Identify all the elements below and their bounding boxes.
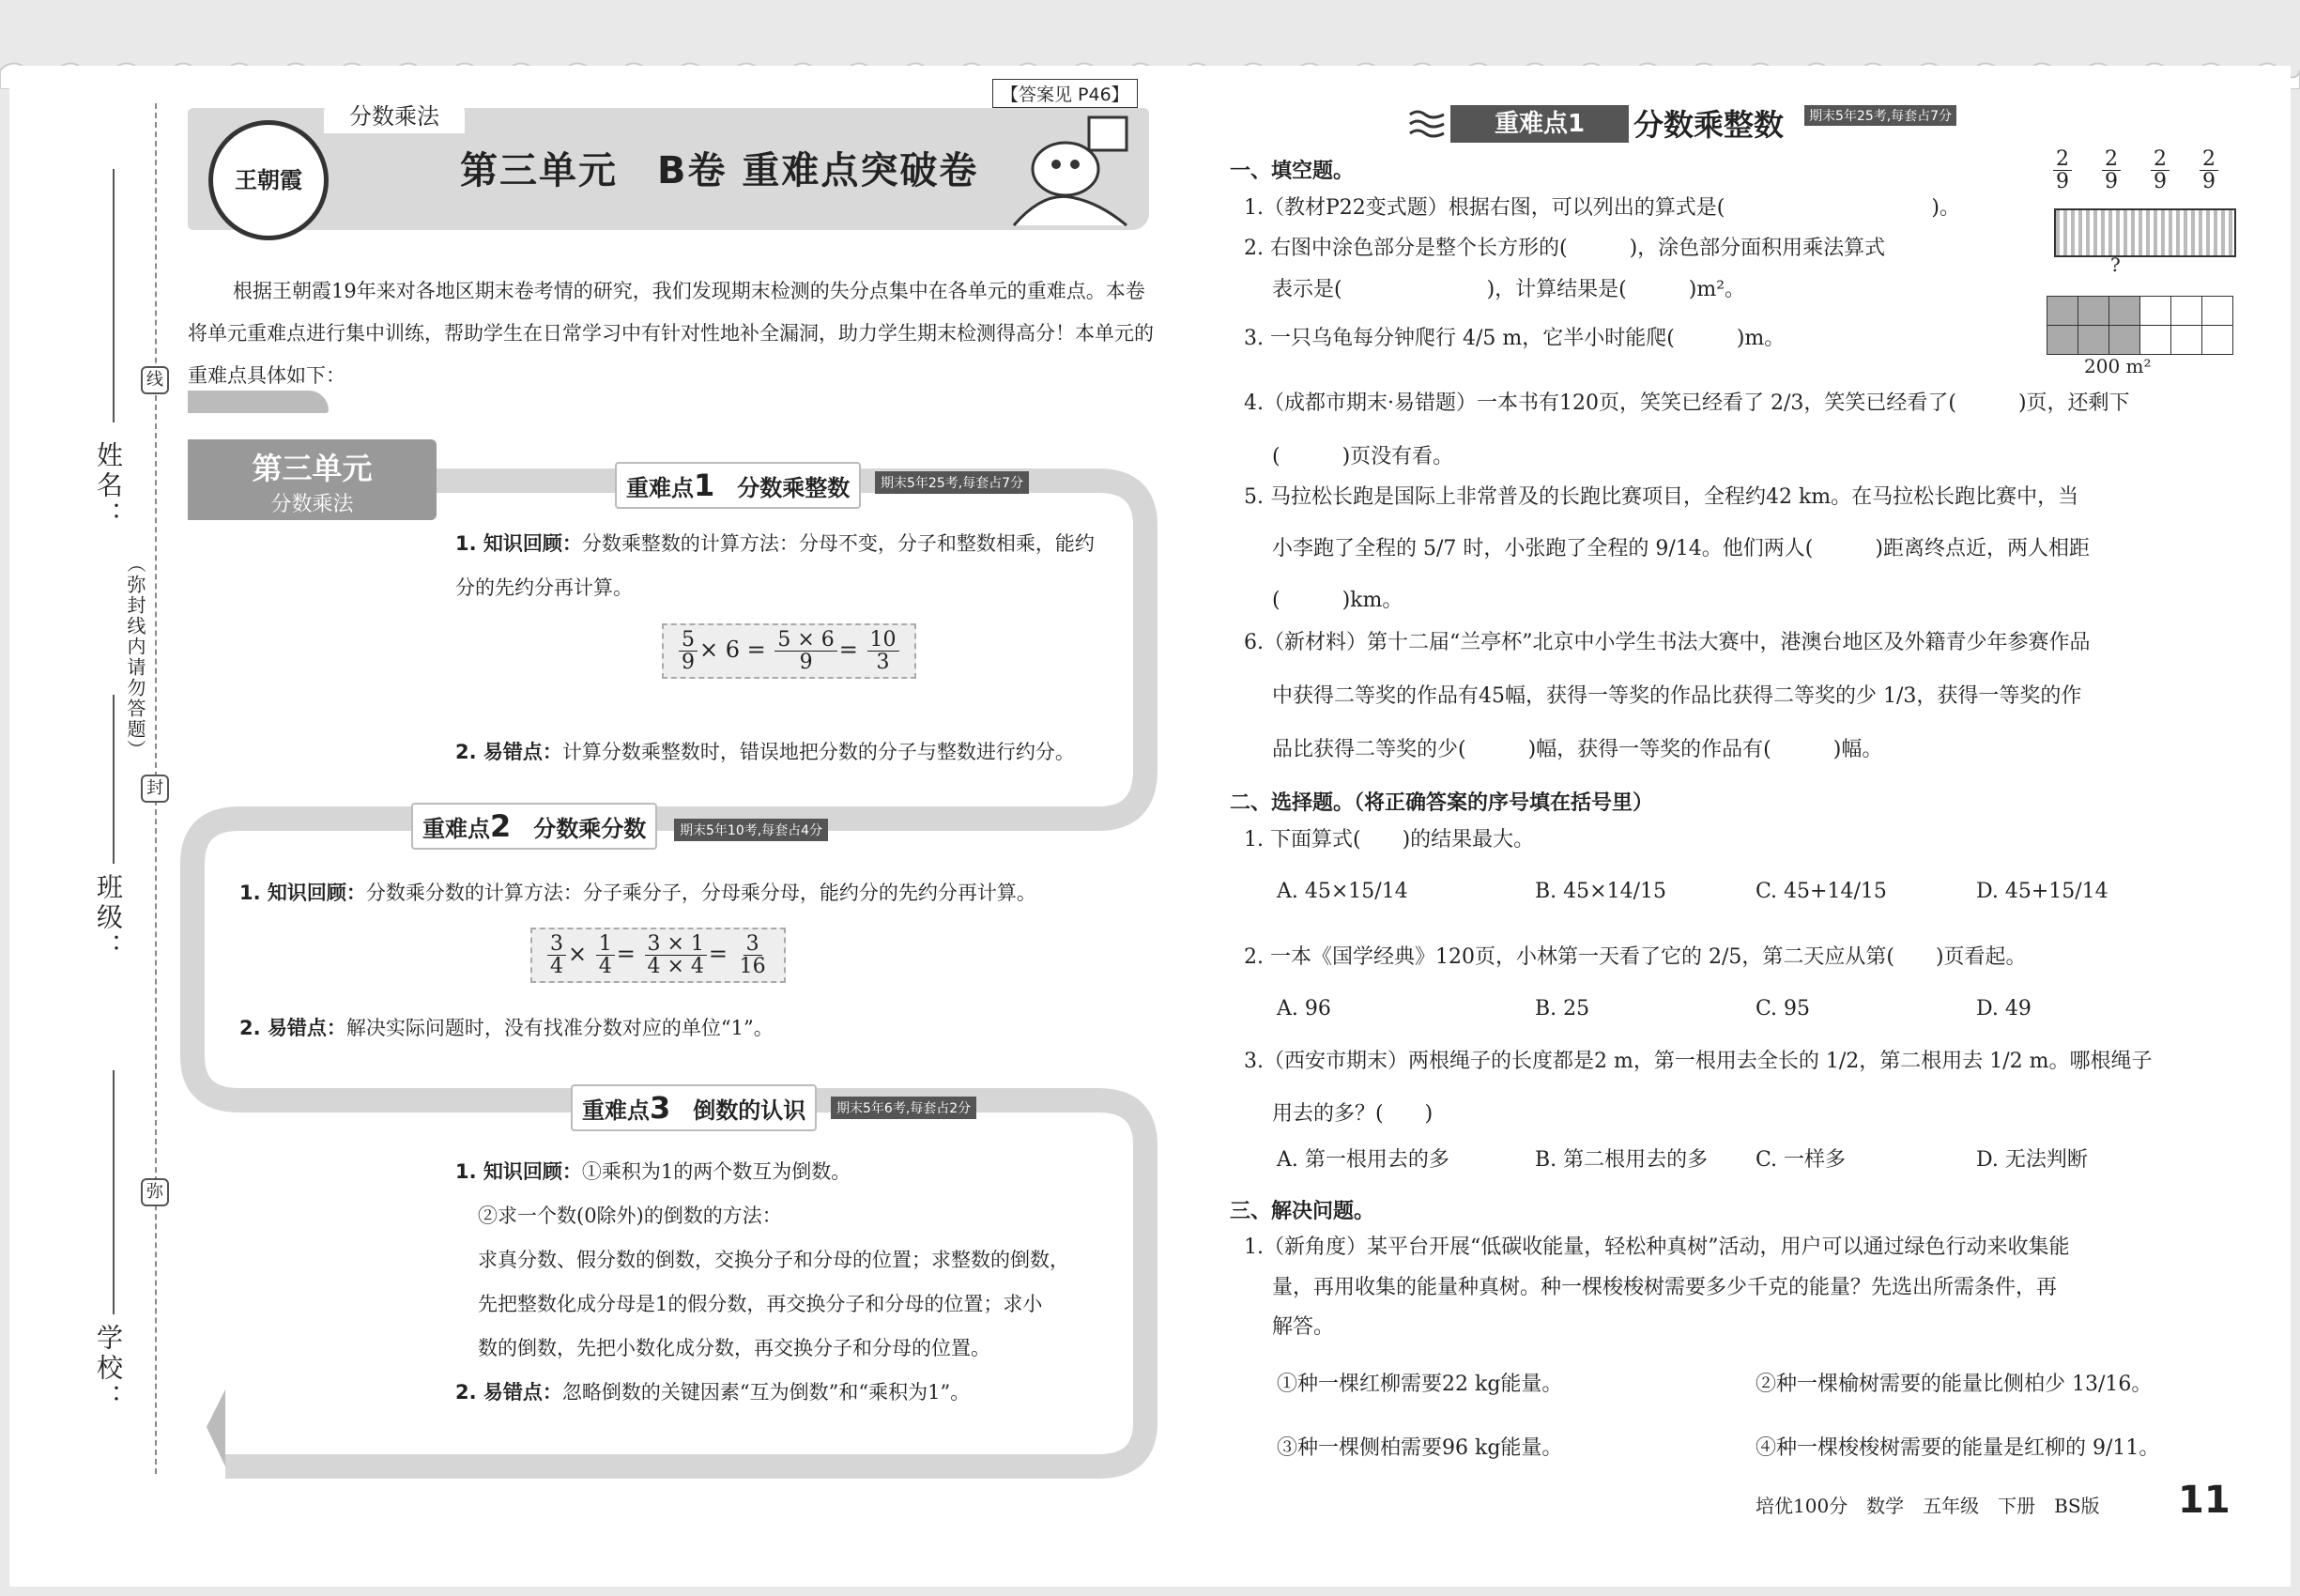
right-heading-tag: 期末5年25考,每套占7分 xyxy=(1804,105,1956,126)
q6-line3: 品比获得二等奖的少( )幅，获得一等奖的作品有( )幅。 xyxy=(1272,738,1883,761)
q6-line2: 中获得二等奖的作品有45幅，获得一等奖的作品比获得二等奖的少 1/3，获得一等奖的作 xyxy=(1272,684,2082,708)
kp1-error xyxy=(455,730,1131,775)
kp3-review-c1: 求真分数、假分数的倒数，交换分子和分母的位置；求整数的倒数， xyxy=(478,1249,1069,1271)
brand-logo xyxy=(208,120,329,240)
kp3-review-label: 1. 知识回顾： xyxy=(455,1160,582,1183)
q1: 1.（教材P22变式题）根据右图，可以列出的算式是( )。 xyxy=(1244,196,1960,220)
q4-line1: 4.（成都市期末·易错题）一本书有120页，笑笑已经看了 2/3，笑笑已经看了( )页，还剩下 xyxy=(1244,391,2130,415)
kp1-num: 1 xyxy=(694,468,715,503)
c3-option-c[interactable]: C. 一样多 xyxy=(1756,1148,1847,1172)
section-fill-blank: 一、填空题。 xyxy=(1230,160,1355,183)
c2-option-c[interactable]: C. 95 xyxy=(1756,997,1811,1021)
c1-option-d[interactable]: D. 45+15/14 xyxy=(1976,880,2108,903)
c3-option-b[interactable]: B. 第二根用去的多 xyxy=(1535,1148,1709,1172)
kp3-label: 重难点 xyxy=(582,1097,650,1124)
q5-line3: ( )km。 xyxy=(1272,589,1403,612)
c3-line2: 用去的多？( ) xyxy=(1272,1102,1434,1126)
kp3-heading xyxy=(571,1084,817,1131)
c2-option-a[interactable]: A. 96 xyxy=(1277,997,1331,1021)
figure-grid xyxy=(2047,296,2233,355)
unit-box xyxy=(188,439,437,520)
condition-4[interactable]: ④种一棵梭梭树需要的能量是红柳的 9/11。 xyxy=(1756,1436,2160,1460)
figure-fractions-row xyxy=(2051,148,2220,192)
kp2-formula: $\frac{3}{4}$ × $\frac{1}{4}$ = $\frac{3 \times 1}{4 \times 4}$ = $\frac{3}{16}$ xyxy=(530,928,786,983)
kp2-label: 重难点 xyxy=(422,816,490,842)
q5-line1: 5. 马拉松长跑是国际上非常普及的长跑比赛项目，全程约42 km。在马拉松长跑比赛中，当 xyxy=(1244,485,2079,509)
q5-line2: 小李跑了全程的 5/7 时，小张跑了全程的 9/14。他们两人( )距离终点近，两人相距 xyxy=(1272,537,2090,560)
kp2-tag: 期末5年10考,每套占4分 xyxy=(674,819,828,841)
figure-question-mark: ? xyxy=(2110,253,2121,276)
c3-option-a[interactable]: A. 第一根用去的多 xyxy=(1277,1148,1449,1172)
name-blank[interactable] xyxy=(113,169,115,422)
kp1-tag: 期末5年25考,每套占7分 xyxy=(875,471,1029,494)
q2-line2: 表示是( )，计算结果是( )m²。 xyxy=(1272,278,1746,301)
unit-box-subtitle: 分数乘法 xyxy=(270,493,354,516)
seal-line-mark: 线 xyxy=(141,366,169,394)
c2-option-d[interactable]: D. 49 xyxy=(1976,997,2032,1021)
kp1-error-label: 2. 易错点： xyxy=(455,741,562,763)
s1-line1: 1.（新角度）某平台开展“低碳收能量，轻松种真树”活动，用户可以通过绿色行动来收集能 xyxy=(1244,1235,2070,1259)
answer-reference: 【答案见 P46】 xyxy=(992,79,1138,108)
logo-text: 王朝霞 xyxy=(235,166,302,193)
seal-seal-mark: 封 xyxy=(141,775,169,803)
intro-paragraph: 根据王朝霞19年来对各地区期末卷考情的研究，我们发现期末检测的失分点集中在各单元的重难点。本卷将单元重难点进行集中训练，帮助学生在日常学习中有针对性地补全漏洞，助力学生期末检测得高分！本单元的重难点具体如下： xyxy=(188,280,1154,387)
kp1-review xyxy=(455,522,1112,610)
condition-3[interactable]: ③种一棵侧柏需要96 kg能量。 xyxy=(1277,1436,1563,1460)
name-label: 姓名： xyxy=(93,441,124,531)
kp3-review-c3: 数的倒数，先把小数化成分数，再交换分子和分母的位置。 xyxy=(478,1337,990,1359)
section-solve: 三、解决问题。 xyxy=(1230,1200,1375,1223)
kp1-formula: $\frac{5}{9}$ × 6 = $\frac{5 \times 6}{9}$ = $\frac{10}{3}$ xyxy=(662,623,916,679)
c2: 2. 一本《国学经典》120页，小林第一天看了它的 2/5，第二天应从第( )页看起。 xyxy=(1244,945,2027,969)
wave-icon xyxy=(1408,107,1446,141)
kp2-error xyxy=(239,1006,1131,1051)
unit-box-title: 第三单元 xyxy=(252,451,373,486)
kp2-review-label: 1. 知识回顾： xyxy=(239,882,366,904)
kp2-name: 分数乘分数 xyxy=(533,816,647,842)
kp3-name: 倒数的认识 xyxy=(693,1097,806,1124)
train-decoration xyxy=(188,391,329,413)
kp1-label: 重难点 xyxy=(626,475,694,501)
s1-line2: 量，再用收集的能量种真树。种一棵梭梭树需要多少千克的能量？先选出所需条件，再 xyxy=(1272,1276,2058,1299)
kp3-num: 3 xyxy=(650,1090,671,1126)
figure-area-label: 200 m² xyxy=(2084,355,2152,377)
q4-line2: ( )页没有看。 xyxy=(1272,445,1454,468)
kp3-error-text: 忽略倒数的关键因素“互为倒数”和“乘积为1”。 xyxy=(561,1381,971,1404)
kp3-review-b: ②求一个数(0除外)的倒数的方法： xyxy=(478,1205,782,1227)
kp1-name: 分数乘整数 xyxy=(737,475,851,501)
page-number: 11 xyxy=(2178,1479,2231,1522)
kp1-error-text: 计算分数乘整数时，错误地把分数的分子与整数进行约分。 xyxy=(561,741,1075,763)
section-choice: 二、选择题。（将正确答案的序号填在括号里） xyxy=(1230,791,1654,815)
figure-bar xyxy=(2054,208,2236,257)
s1-line3: 解答。 xyxy=(1272,1315,1335,1339)
kp3-error-label: 2. 易错点： xyxy=(455,1381,562,1404)
c3-line1: 3.（西安市期末）两根绳子的长度都是2 m，第一根用去全长的 1/2，第二根用去 1/2 m。哪根绳子 xyxy=(1244,1050,2153,1073)
kp1-review-label: 1. 知识回顾： xyxy=(455,532,582,555)
kp2-error-label: 2. 易错点： xyxy=(239,1017,346,1039)
c3-option-d[interactable]: D. 无法判断 xyxy=(1976,1148,2088,1172)
kp3-review-c2: 先把整数化成分母是1的假分数，再交换分子和分母的位置；求小 xyxy=(478,1293,1043,1315)
fig-fraction: $\frac{2}{9}$ xyxy=(2151,148,2170,192)
q3: 3. 一只乌龟每分钟爬行 4/5 m，它半小时能爬( )m。 xyxy=(1244,327,1786,350)
c1-option-b[interactable]: B. 45×14/15 xyxy=(1535,880,1666,903)
school-label: 学校： xyxy=(93,1324,124,1414)
kp2-num: 2 xyxy=(490,808,512,844)
page-title: 第三单元 B卷 重难点突破卷 xyxy=(460,149,979,192)
fig-fraction: $\frac{2}{9}$ xyxy=(2053,148,2072,192)
header-tab: 分数乘法 xyxy=(324,96,465,133)
kp2-heading xyxy=(411,803,657,850)
fig-fraction: $\frac{2}{9}$ xyxy=(2200,148,2218,192)
fig-fraction: $\frac{2}{9}$ xyxy=(2102,148,2121,192)
mascot-illustration xyxy=(986,103,1145,235)
condition-2[interactable]: ②种一棵榆树需要的能量比侧柏少 13/16。 xyxy=(1756,1373,2153,1396)
kp2-review-text: 分数乘分数的计算方法：分子乘分子，分母乘分母，能约分的先约分再计算。 xyxy=(365,882,1036,904)
class-label: 班级： xyxy=(93,873,124,963)
c2-option-b[interactable]: B. 25 xyxy=(1535,997,1590,1021)
class-blank[interactable] xyxy=(113,695,115,864)
kp2-review xyxy=(239,871,1131,915)
c1-option-c[interactable]: C. 45+14/15 xyxy=(1756,880,1887,903)
right-heading-label: 重难点1 xyxy=(1450,105,1629,143)
condition-1[interactable]: ①种一棵红柳需要22 kg能量。 xyxy=(1277,1373,1563,1396)
kp3-review-a: ①乘积为1的两个数互为倒数。 xyxy=(581,1160,851,1183)
no-answer-note: （弥封线内请勿答题） xyxy=(124,554,146,760)
kp2-error-text: 解决实际问题时，没有找准分数对应的单位“1”。 xyxy=(345,1017,774,1039)
right-heading-title: 分数乘整数 xyxy=(1633,107,1785,143)
kp3-review xyxy=(455,1150,1131,1415)
kp1-review-text: 分数乘整数的计算方法：分母不变，分子和整数相乘，能约分的先约分再计算。 xyxy=(455,532,1095,599)
q2-line1: 2. 右图中涂色部分是整个长方形的( )，涂色部分面积用乘法算式 xyxy=(1244,237,1886,260)
kp1-heading xyxy=(615,462,861,509)
seal-mi-mark: 弥 xyxy=(141,1178,169,1206)
c1: 1. 下面算式( )的结果最大。 xyxy=(1244,828,1535,852)
footer-text: 培优100分 数学 五年级 下册 BS版 xyxy=(1756,1495,2100,1517)
c1-option-a[interactable]: A. 45×15/14 xyxy=(1277,880,1408,903)
school-blank[interactable] xyxy=(113,1070,115,1314)
kp3-tag: 期末5年6考,每套占2分 xyxy=(831,1097,976,1119)
q6-line1: 6.（新材料）第十二届“兰亭杯”北京中小学生书法大赛中，港澳台地区及外籍青少年参赛作品 xyxy=(1244,631,2091,654)
